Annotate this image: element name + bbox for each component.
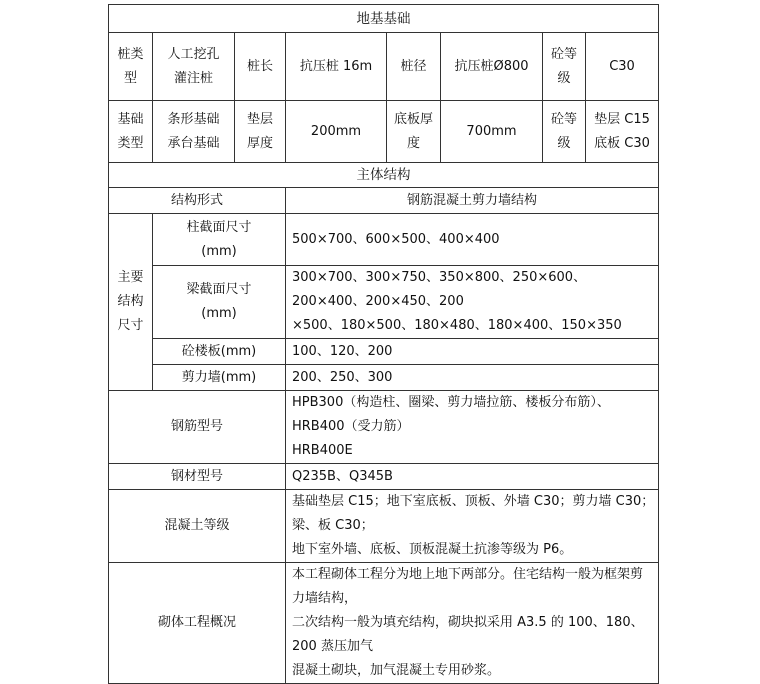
pile-concrete-grade-value: C30 [586,33,659,101]
masonry-value: 本工程砌体工程分为地上地下两部分。住宅结构一般为框架剪力墙结构， 二次结构一般为填充结构，砌块拟采用 A3.5 的 100、180、200 蒸压加气 混凝土砌块，加气混凝土专用砂浆。 [286,563,659,684]
base-type-value: 条形基础 承台基础 [153,101,235,163]
cushion-thickness-value: 200mm [286,101,387,163]
steel-value: Q235B、Q345B [286,464,659,490]
column-size-label: 柱截面尺寸 (mm) [153,214,286,266]
concrete-grade-label: 混凝土等级 [109,490,286,563]
base-concrete-grade-label: 砼等 级 [543,101,586,163]
concrete-grade-value: 基础垫层 C15；地下室底板、顶板、外墙 C30；剪力墙 C30；梁、板 C30； 地下室外墙、底板、顶板混凝土抗渗等级为 P6。 [286,490,659,563]
shear-wall-label: 剪力墙(mm) [153,365,286,391]
slab-value: 100、120、200 [286,339,659,365]
pile-length-value: 抗压桩 16m [286,33,387,101]
masonry-label: 砌体工程概况 [109,563,286,684]
slab-label: 砼楼板(mm) [153,339,286,365]
base-concrete-grade-value: 垫层 C15 底板 C30 [586,101,659,163]
dimensions-label: 主要 结构 尺寸 [109,214,153,391]
base-type-label: 基础 类型 [109,101,153,163]
pile-type-label: 桩类 型 [109,33,153,101]
main-structure-section-title: 主体结构 [109,163,659,188]
beam-size-value: 300×700、300×750、350×800、250×600、200×400、200×450、200 ×500、180×500、180×480、180×400、150×350 [286,266,659,339]
pile-diameter-value: 抗压桩Ø800 [441,33,543,101]
structure-form-value: 钢筋混凝土剪力墙结构 [286,188,659,214]
steel-label: 钢材型号 [109,464,286,490]
structure-form-label: 结构形式 [109,188,286,214]
column-size-value: 500×700、600×500、400×400 [286,214,659,266]
project-info-table [108,4,658,684]
shear-wall-value: 200、250、300 [286,365,659,391]
cushion-thickness-label: 垫层 厚度 [235,101,286,163]
foundation-section-title: 地基基础 [109,5,659,33]
beam-size-label: 梁截面尺寸 (mm) [153,266,286,339]
pile-length-label: 桩长 [235,33,286,101]
rebar-label: 钢筋型号 [109,391,286,464]
pile-diameter-label: 桩径 [387,33,441,101]
pile-concrete-grade-label: 砼等 级 [543,33,586,101]
slab-thickness-value: 700mm [441,101,543,163]
rebar-value: HPB300（构造柱、圈梁、剪力墙拉筋、楼板分布筋）、HRB400（受力筋） HRB400E [286,391,659,464]
slab-thickness-label: 底板厚度 [387,101,441,163]
pile-type-value: 人工挖孔 灌注桩 [153,33,235,101]
